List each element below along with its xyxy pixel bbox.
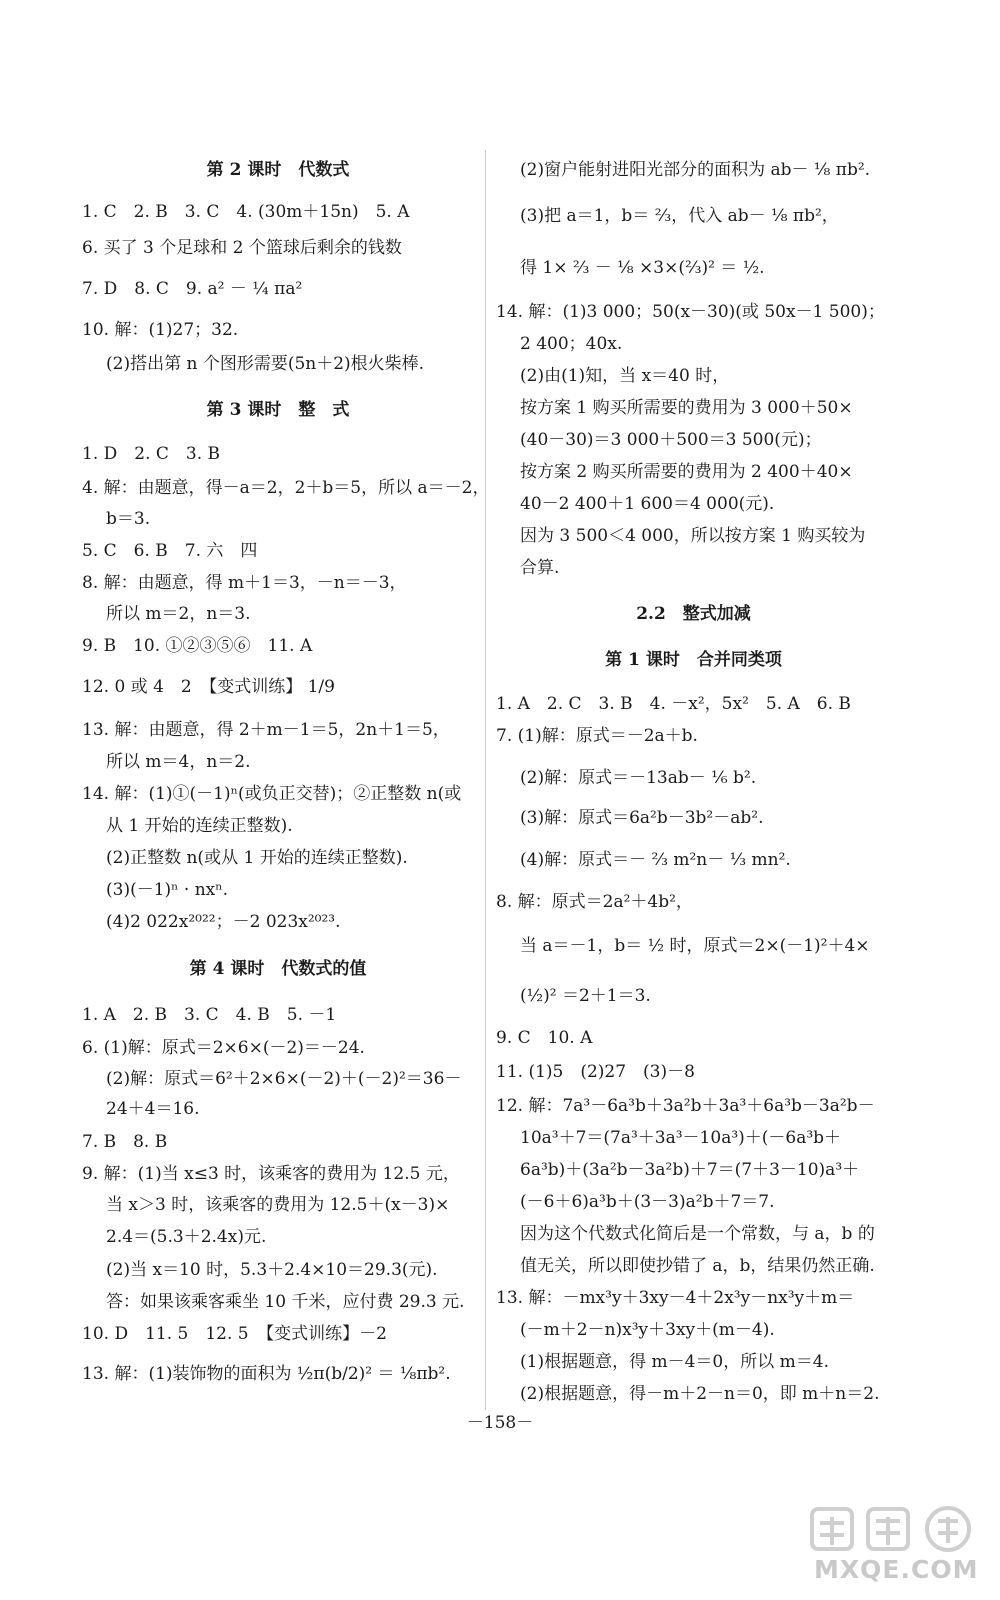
answer-line: (2)根据题意，得－m＋2－n＝0，即 m＋n＝2.	[520, 1384, 880, 1404]
answer-line: 1. D 2. C 3. B	[82, 444, 221, 464]
answer-line: 13. 解：－mx³y＋3xy－4＋2x³y－nx³y＋m＝	[496, 1288, 855, 1308]
answer-line: 10a³＋7＝(7a³＋3a³－10a³)＋(－6a³b＋	[520, 1128, 842, 1148]
watermark-logo-icon	[810, 1505, 975, 1553]
answer-line: 13. 解：(1)装饰物的面积为 ½π(b/2)² ＝ ⅛πb².	[82, 1364, 451, 1384]
answer-line: 按方案 1 购买所需要的费用为 3 000＋50×	[520, 398, 853, 418]
answer-line: 6. (1)解：原式＝2×6×(－2)＝－24.	[82, 1038, 365, 1058]
answer-line: 1. C 2. B 3. C 4. (30m＋15n) 5. A	[82, 202, 410, 222]
answer-line: (2)解：原式＝－13ab－ ⅙ b².	[520, 768, 757, 788]
answer-line: 8. 解：原式＝2a²＋4b²，	[496, 892, 693, 912]
answer-line: 1. A 2. C 3. B 4. －x²，5x² 5. A 6. B	[496, 694, 851, 714]
answer-line: (2)正整数 n(或从 1 开始的连续正整数).	[106, 848, 408, 868]
answer-line: 14. 解：(1)3 000；50(x－30)(或 50x－1 500)；	[496, 302, 885, 322]
answer-line: 9. C 10. A	[496, 1028, 593, 1048]
answer-line: 7. B 8. B	[82, 1132, 168, 1152]
answer-line: (－6＋6)a³b＋(3－3)a²b＋7＝7.	[520, 1192, 775, 1212]
answer-line: 4. 解：由题意，得－a＝2，2＋b＝5，所以 a＝－2，	[82, 478, 490, 498]
section-heading: 第 3 课时 整 式	[206, 400, 350, 420]
answer-line: 2.4＝(5.3＋2.4x)元.	[106, 1227, 267, 1247]
answer-line: 2 400；40x.	[520, 334, 623, 354]
answer-line: 40－2 400＋1 600＝4 000(元).	[520, 494, 775, 514]
answer-line: 因为 3 500＜4 000，所以按方案 1 购买较为	[520, 526, 866, 546]
column-divider	[485, 150, 486, 1410]
answer-line: 24＋4＝16.	[106, 1099, 200, 1119]
answer-line: 14. 解：(1)①(－1)ⁿ(或负正交替)；②正整数 n(或	[82, 784, 462, 804]
answer-line: (2)搭出第 n 个图形需要(5n＋2)根火柴棒.	[106, 354, 425, 374]
answer-line: 7. (1)解：原式＝－2a＋b.	[496, 726, 698, 746]
answer-line: (40－30)＝3 000＋500＝3 500(元)；	[520, 430, 822, 450]
answer-line: 9. B 10. ①②③⑤⑥ 11. A	[82, 636, 313, 656]
answer-line: 13. 解：由题意，得 2＋m－1＝5，2n＋1＝5，	[82, 720, 450, 740]
page-number: －158－	[466, 1413, 534, 1433]
answer-line: 合算.	[520, 558, 560, 578]
answer-line: 6a³b)＋(3a²b－3a²b)＋7＝(7＋3－10)a³＋	[520, 1160, 860, 1180]
answer-line: 1. A 2. B 3. C 4. B 5. －1	[82, 1005, 337, 1025]
answer-line: 按方案 2 购买所需要的费用为 2 400＋40×	[520, 462, 853, 482]
section-heading: 第 2 课时 代数式	[206, 160, 350, 180]
answer-line: 9. 解：(1)当 x≤3 时，该乘客的费用为 12.5 元，	[82, 1164, 460, 1184]
section-heading: 2.2 整式加减	[636, 604, 751, 624]
answer-line: 从 1 开始的连续正整数).	[106, 816, 293, 836]
answer-line: 当 x＞3 时，该乘客的费用为 12.5＋(x－3)×	[106, 1195, 450, 1215]
answer-line: 6. 买了 3 个足球和 2 个篮球后剩余的钱数	[82, 238, 402, 258]
answer-line: 12. 0 或 4 2 【变式训练】 1/9	[82, 677, 335, 697]
answer-line: (3)把 a＝1，b＝ ⅔，代入 ab－ ⅛ πb²，	[520, 206, 839, 226]
answer-line: 所以 m＝2，n＝3.	[106, 604, 251, 624]
answer-line: (－m＋2－n)x³y＋3xy＋(m－4).	[520, 1320, 775, 1340]
answer-line: 8. 解：由题意，得 m＋1＝3，－n＝－3，	[82, 573, 407, 593]
answer-line: 7. D 8. C 9. a² － ¼ πa²	[82, 279, 303, 299]
answer-line: (3)(－1)ⁿ · nxⁿ.	[106, 880, 229, 900]
answer-line: 因为这个代数式化简后是一个常数，与 a，b 的	[520, 1224, 875, 1244]
answer-line: 11. (1)5 (2)27 (3)－8	[496, 1062, 695, 1082]
answer-line: (4)解：原式＝－ ⅔ m²n－ ⅓ mn².	[520, 850, 791, 870]
answer-line: b＝3.	[106, 509, 151, 529]
answer-line: (2)当 x＝10 时，5.3＋2.4×10＝29.3(元).	[106, 1260, 438, 1280]
answer-line: (2)窗户能射进阳光部分的面积为 ab－ ⅛ πb².	[520, 160, 871, 180]
watermark-text: MXQE.COM	[814, 1555, 979, 1584]
answer-line: (2)由(1)知，当 x＝40 时，	[520, 366, 730, 386]
answer-line: 10. D 11. 5 12. 5 【变式训练】－2	[82, 1324, 387, 1344]
answer-line: (4)2 022x²⁰²²；－2 023x²⁰²³.	[106, 912, 341, 932]
answer-line: 所以 m＝4，n＝2.	[106, 752, 251, 772]
answer-line: (3)解：原式＝6a²b－3b²－ab².	[520, 808, 764, 828]
answer-line: (½)² ＝2＋1＝3.	[520, 986, 651, 1006]
answer-line: 答：如果该乘客乘坐 10 千米，应付费 29.3 元.	[106, 1292, 465, 1312]
answer-line: 值无关，所以即使抄错了 a，b，结果仍然正确.	[520, 1256, 875, 1276]
answer-line: 12. 解：7a³－6a³b＋3a²b＋3a³＋6a³b－3a²b－	[496, 1096, 875, 1116]
watermark	[810, 1505, 980, 1590]
answer-line: 当 a＝－1，b＝ ½ 时，原式＝2×(－1)²＋4×	[520, 936, 870, 956]
answer-line: (2)解：原式＝6²＋2×6×(－2)＋(－2)²＝36－	[106, 1069, 462, 1089]
answer-line: (1)根据题意，得 m－4＝0，所以 m＝4.	[520, 1352, 829, 1372]
section-heading: 第 1 课时 合并同类项	[605, 650, 782, 670]
answer-line: 5. C 6. B 7. 六 四	[82, 541, 258, 561]
answer-line: 10. 解：(1)27；32.	[82, 320, 239, 340]
answer-line: 得 1× ⅔ － ⅛ ×3×(⅔)² ＝ ½.	[520, 258, 765, 278]
section-heading: 第 4 课时 代数式的值	[189, 959, 367, 979]
